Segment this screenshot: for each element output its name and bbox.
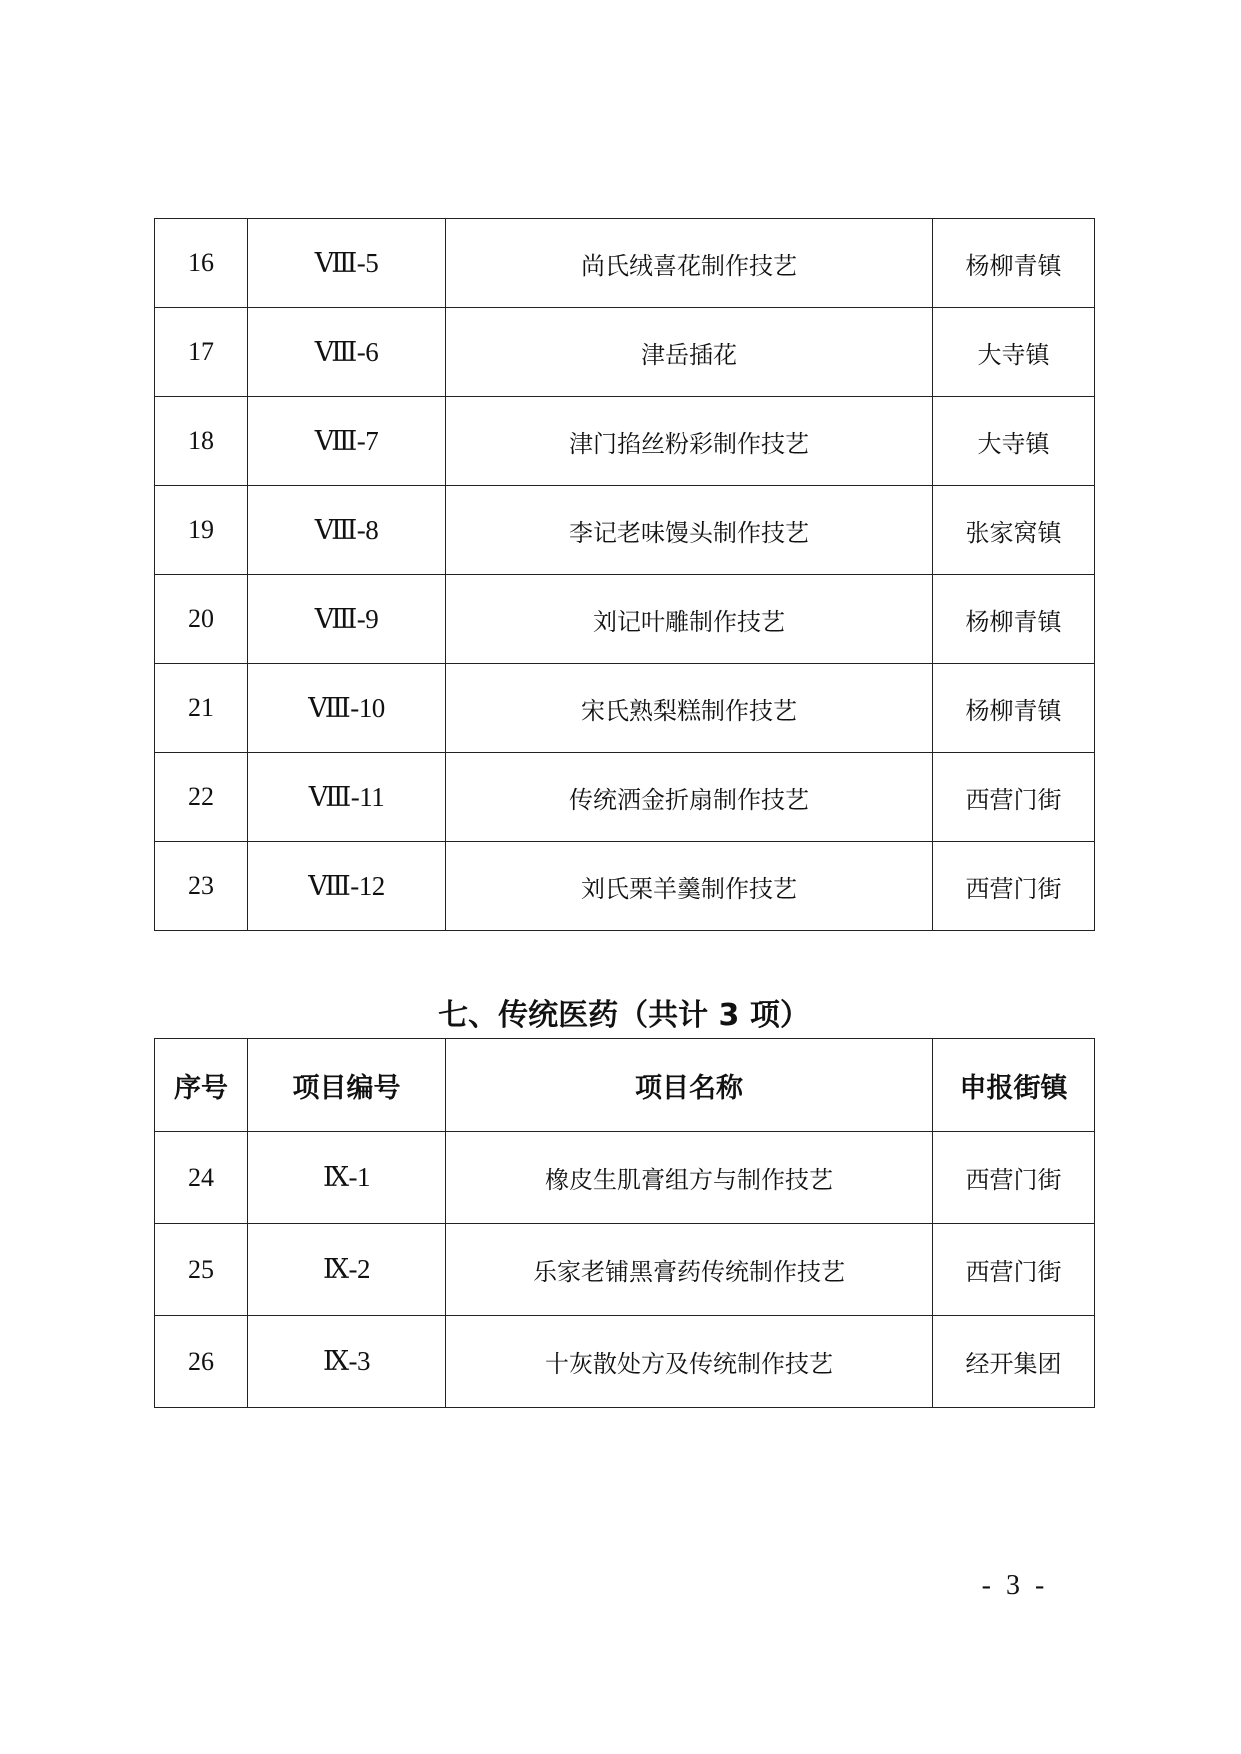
- project-name-cell: 津岳插花: [446, 308, 933, 397]
- project-name-cell: 津门掐丝粉彩制作技艺: [446, 397, 933, 486]
- serial-number-cell: 24: [155, 1132, 248, 1224]
- project-name-cell: 刘记叶雕制作技艺: [446, 575, 933, 664]
- project-code-cell: Ⅸ-2: [248, 1224, 446, 1316]
- serial-number-cell: 21: [155, 664, 248, 753]
- table-row: [155, 1132, 1095, 1224]
- applicant-town-cell: 大寺镇: [933, 308, 1095, 397]
- serial-number-cell: 17: [155, 308, 248, 397]
- project-code-cell: Ⅷ-11: [248, 753, 446, 842]
- applicant-town-cell: 大寺镇: [933, 397, 1095, 486]
- applicant-town-cell: 西营门街: [933, 753, 1095, 842]
- project-name-cell: 刘氏栗羊羹制作技艺: [446, 842, 933, 931]
- serial-number-cell: 25: [155, 1224, 248, 1316]
- header-applicant-town: 申报街镇: [933, 1039, 1095, 1132]
- applicant-town-cell: 西营门街: [933, 1132, 1095, 1224]
- table-row: [155, 1224, 1095, 1316]
- project-code-cell: Ⅷ-5: [248, 219, 446, 308]
- serial-number-cell: 18: [155, 397, 248, 486]
- project-code-cell: Ⅷ-12: [248, 842, 446, 931]
- table-row: [155, 308, 1095, 397]
- project-name-cell: 传统洒金折扇制作技艺: [446, 753, 933, 842]
- table-row: [155, 575, 1095, 664]
- applicant-town-cell: 经开集团: [933, 1316, 1095, 1408]
- project-code-cell: Ⅷ-10: [248, 664, 446, 753]
- project-code-cell: Ⅸ-1: [248, 1132, 446, 1224]
- project-name-cell: 橡皮生肌膏组方与制作技艺: [446, 1132, 933, 1224]
- applicant-town-cell: 杨柳青镇: [933, 575, 1095, 664]
- header-project-code: 项目编号: [248, 1039, 446, 1132]
- applicant-town-cell: 杨柳青镇: [933, 664, 1095, 753]
- serial-number-cell: 19: [155, 486, 248, 575]
- table-header-row: [155, 1039, 1095, 1132]
- project-name-cell: 尚氏绒喜花制作技艺: [446, 219, 933, 308]
- applicant-town-cell: 杨柳青镇: [933, 219, 1095, 308]
- header-project-name: 项目名称: [446, 1039, 933, 1132]
- serial-number-cell: 26: [155, 1316, 248, 1408]
- table-row: [155, 664, 1095, 753]
- table-row: [155, 842, 1095, 931]
- project-name-cell: 李记老味馒头制作技艺: [446, 486, 933, 575]
- page-number: - 3 -: [981, 1570, 1049, 1601]
- project-code-cell: Ⅸ-3: [248, 1316, 446, 1408]
- crafts-table: [154, 218, 1095, 931]
- header-serial-number: 序号: [155, 1039, 248, 1132]
- applicant-town-cell: 西营门街: [933, 842, 1095, 931]
- applicant-town-cell: 西营门街: [933, 1224, 1095, 1316]
- table-row: [155, 219, 1095, 308]
- table-row: [155, 397, 1095, 486]
- table-row: [155, 486, 1095, 575]
- applicant-town-cell: 张家窝镇: [933, 486, 1095, 575]
- table-row: [155, 1316, 1095, 1408]
- project-code-cell: Ⅷ-9: [248, 575, 446, 664]
- serial-number-cell: 16: [155, 219, 248, 308]
- project-name-cell: 十灰散处方及传统制作技艺: [446, 1316, 933, 1408]
- serial-number-cell: 23: [155, 842, 248, 931]
- project-code-cell: Ⅷ-8: [248, 486, 446, 575]
- section-title: 七、传统医药（共计 3 项）: [438, 998, 810, 1033]
- project-code-cell: Ⅷ-7: [248, 397, 446, 486]
- project-code-cell: Ⅷ-6: [248, 308, 446, 397]
- serial-number-cell: 20: [155, 575, 248, 664]
- medicine-table: [154, 1038, 1095, 1408]
- project-name-cell: 乐家老铺黑膏药传统制作技艺: [446, 1224, 933, 1316]
- table-row: [155, 753, 1095, 842]
- serial-number-cell: 22: [155, 753, 248, 842]
- project-name-cell: 宋氏熟梨糕制作技艺: [446, 664, 933, 753]
